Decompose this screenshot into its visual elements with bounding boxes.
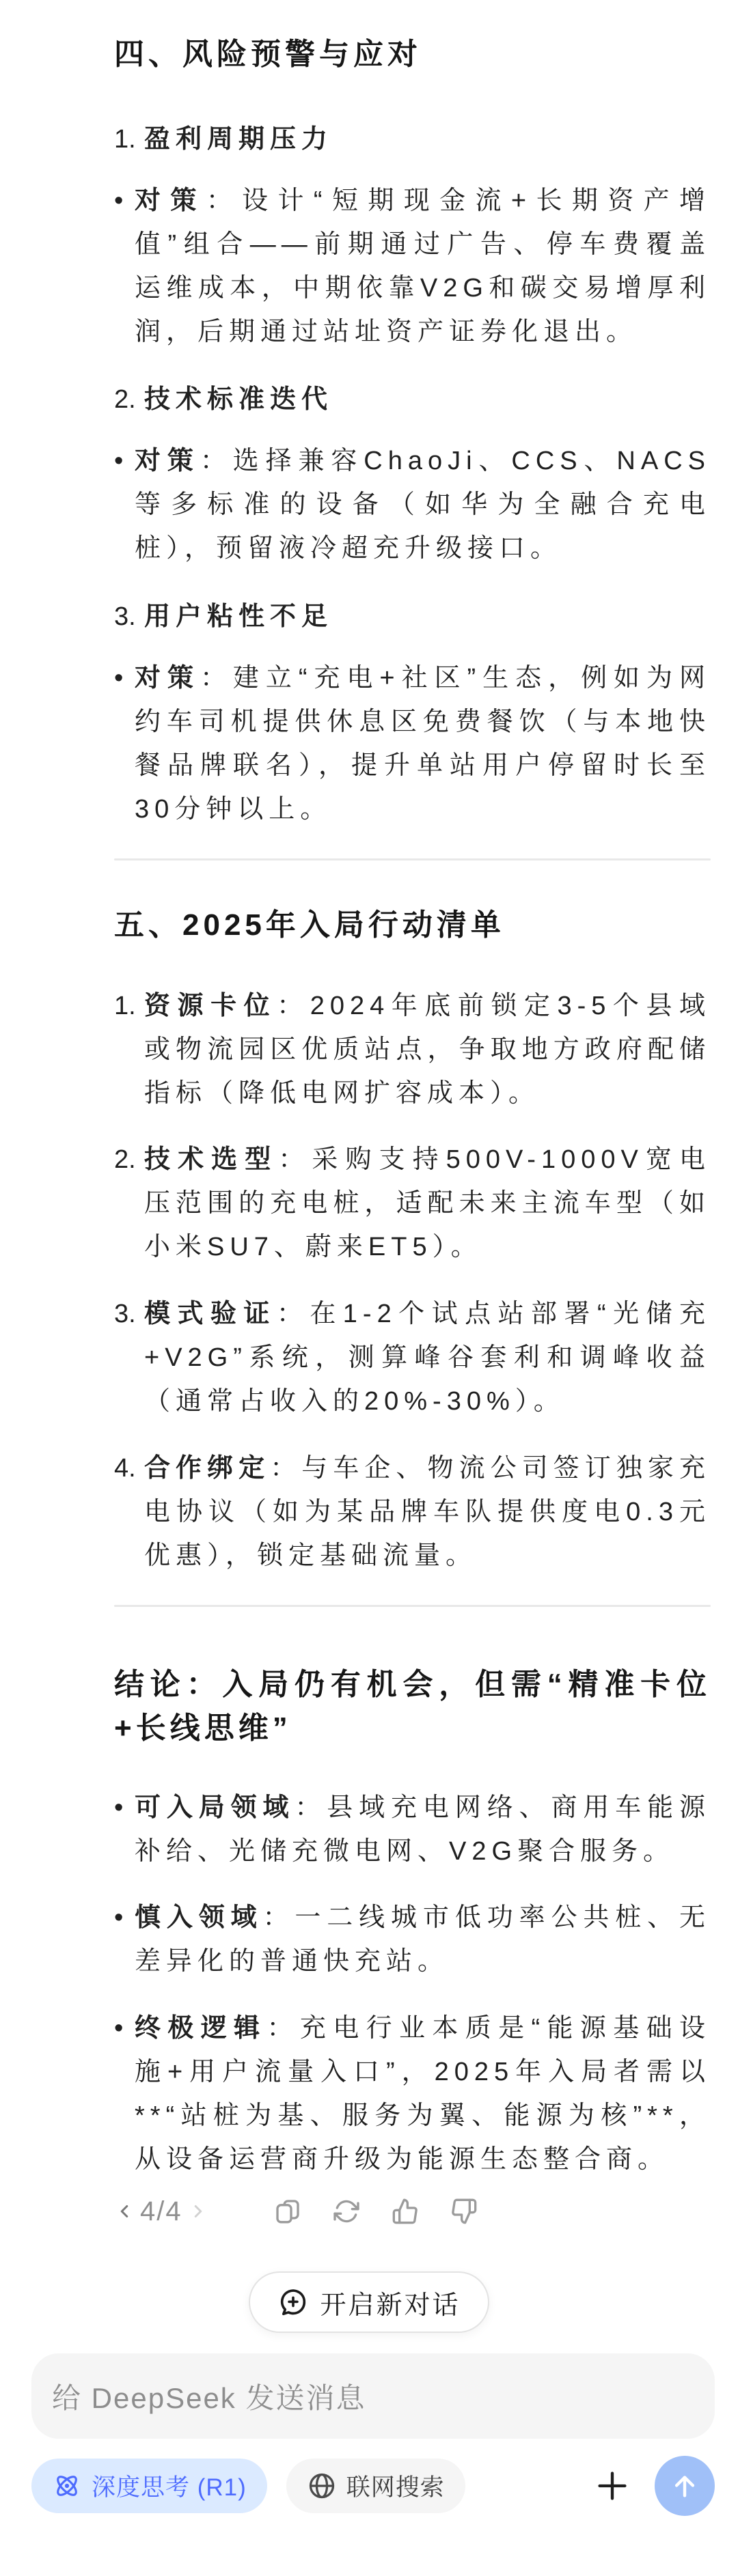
atom-icon (52, 2471, 82, 2501)
chevron-left-icon (114, 2201, 135, 2222)
bullet-dot: • (114, 1793, 124, 1822)
plus-icon (594, 2468, 630, 2504)
action-item (114, 984, 711, 1115)
thumbs-up-icon (392, 2198, 419, 2225)
list-number: 1. (114, 125, 136, 154)
section-heading-risk: 四、风险预警与应对 (114, 38, 422, 71)
list-number: 2. (114, 385, 136, 414)
action-term: 资源卡位 (144, 992, 277, 1020)
action-text: ：采购支持500V-1000V宽电压范围的充电桩，适配未来主流车型（如小米SU7、蔚来ET5）。 (144, 1145, 711, 1261)
conclusion-bullet (114, 2006, 711, 2181)
response-actions-row (114, 2195, 711, 2228)
bullet-term: 对策 (135, 186, 206, 215)
bullet-dot: • (114, 1903, 124, 1932)
new-chat-button-wrap (0, 2271, 738, 2333)
thumbs-down-button[interactable] (450, 2198, 478, 2225)
bullet-text: ：充电行业本质是“能源基础设施+用户流量入口”，2025年入局者需以**“站桩为基、服务为翼、能源为核”**，从设备运营商升级为能源生态整合商。 (135, 2014, 711, 2174)
copy-icon (274, 2198, 301, 2225)
bullet-text: ：一二线城市低功率公共桩、无差异化的普通快充站。 (135, 1903, 711, 1976)
bullet-term: 可入局领域 (135, 1793, 295, 1822)
section-heading-conclusion: 结论：入局仍有机会，但需“精准卡位+长线思维” (114, 1668, 711, 1745)
list-item-title-text: 用户粘性不足 (144, 602, 333, 631)
conclusion-bullet (114, 1896, 711, 1983)
action-text: ：2024年底前锁定3-5个县域或物流园区优质站点，争取地方政府配储指标（降低电网扩容成本）。 (144, 992, 711, 1108)
thumbs-down-icon (450, 2198, 478, 2225)
list-item-title (114, 117, 711, 161)
bullet-text: ：建立“充电+社区”生态，例如为网约车司机提供休息区免费餐饮（与本地快餐品牌联名），提升单站用户停留时长至30分钟以上。 (135, 664, 711, 824)
input-placeholder: 给 DeepSeek 发送消息 (52, 2381, 366, 2414)
chevron-right-icon (188, 2201, 208, 2222)
send-button[interactable] (655, 2456, 715, 2516)
action-item (114, 1138, 711, 1269)
list-item-title (114, 378, 711, 421)
deepthink-toggle[interactable] (31, 2459, 267, 2513)
bullet-dot: • (114, 186, 124, 215)
bullet-list (114, 179, 711, 354)
action-term: 模式验证 (144, 1300, 277, 1328)
bullet-term: 终极逻辑 (135, 2014, 267, 2043)
action-term: 合作绑定 (144, 1454, 271, 1483)
new-chat-label: 开启新对话 (320, 2291, 461, 2320)
action-text: ：与车企、物流公司签订独家充电协议（如为某品牌车队提供度电0.3元优惠），锁定基础流量。 (144, 1454, 711, 1570)
list-item-title (114, 595, 711, 639)
bullet-term: 慎入领域 (135, 1903, 263, 1932)
page-indicator: 4/4 (140, 2196, 182, 2226)
bullet-term: 对策 (135, 664, 200, 692)
bullet-dot: • (114, 447, 124, 475)
action-item (114, 1292, 711, 1423)
bullet-dot: • (114, 2014, 124, 2043)
action-item (114, 1446, 711, 1578)
composer-toolbar (0, 2456, 738, 2516)
list-number: 4. (114, 1454, 136, 1483)
action-term: 技术选型 (144, 1145, 279, 1174)
bullet-list (114, 439, 711, 570)
action-text: ：在1-2个试点站部署“光储充+V2G”系统，测算峰谷套利和调峰收益（通常占收入的20%-30%）。 (144, 1300, 711, 1416)
bullet-list (114, 656, 711, 831)
list-number: 3. (114, 602, 136, 631)
bullet-text: ：县域充电网络、商用车能源补给、光储充微电网、V2G聚合服务。 (135, 1793, 711, 1866)
web-search-toggle[interactable] (286, 2459, 465, 2513)
prev-page-button[interactable] (114, 2201, 135, 2222)
list-item-title-text: 盈利周期压力 (144, 125, 333, 154)
bullet-dot: • (114, 664, 124, 692)
list-item-title-text: 技术标准迭代 (144, 385, 333, 414)
web-search-label: 联网搜索 (346, 2474, 445, 2501)
bullet-item (114, 656, 711, 831)
list-number: 3. (114, 1300, 136, 1328)
bullet-term: 对策 (135, 447, 200, 475)
arrow-up-icon (669, 2470, 700, 2502)
list-number: 1. (114, 992, 136, 1020)
section-heading-action: 五、2025年入局行动清单 (114, 908, 505, 942)
new-chat-icon (277, 2286, 309, 2318)
refresh-icon (333, 2198, 360, 2225)
attach-button[interactable] (594, 2468, 630, 2504)
next-page-button[interactable] (188, 2201, 208, 2222)
bullet-text: ：选择兼容ChaoJi、CCS、NACS等多标准的设备（如华为全融合充电桩），预留液冷超充升级接口。 (135, 447, 711, 563)
list-number: 2. (114, 1145, 136, 1174)
bullet-text: ：设计“短期现金流+长期资产增值”组合——前期通过广告、停车费覆盖运维成本，中期依靠V2G和碳交易增厚利润，后期通过站址资产证券化退出。 (135, 186, 711, 346)
globe-icon (307, 2471, 337, 2501)
message-input[interactable] (31, 2353, 715, 2439)
divider (114, 858, 711, 860)
bullet-item (114, 439, 711, 570)
conclusion-bullet (114, 1786, 711, 1873)
divider (114, 1605, 711, 1607)
bullet-item (114, 179, 711, 354)
thumbs-up-button[interactable] (392, 2198, 419, 2225)
regenerate-button[interactable] (333, 2198, 360, 2225)
deepthink-label: 深度思考 (R1) (92, 2474, 247, 2501)
new-chat-button[interactable] (249, 2271, 489, 2333)
copy-button[interactable] (274, 2198, 301, 2225)
message-action-icons (274, 2198, 478, 2225)
